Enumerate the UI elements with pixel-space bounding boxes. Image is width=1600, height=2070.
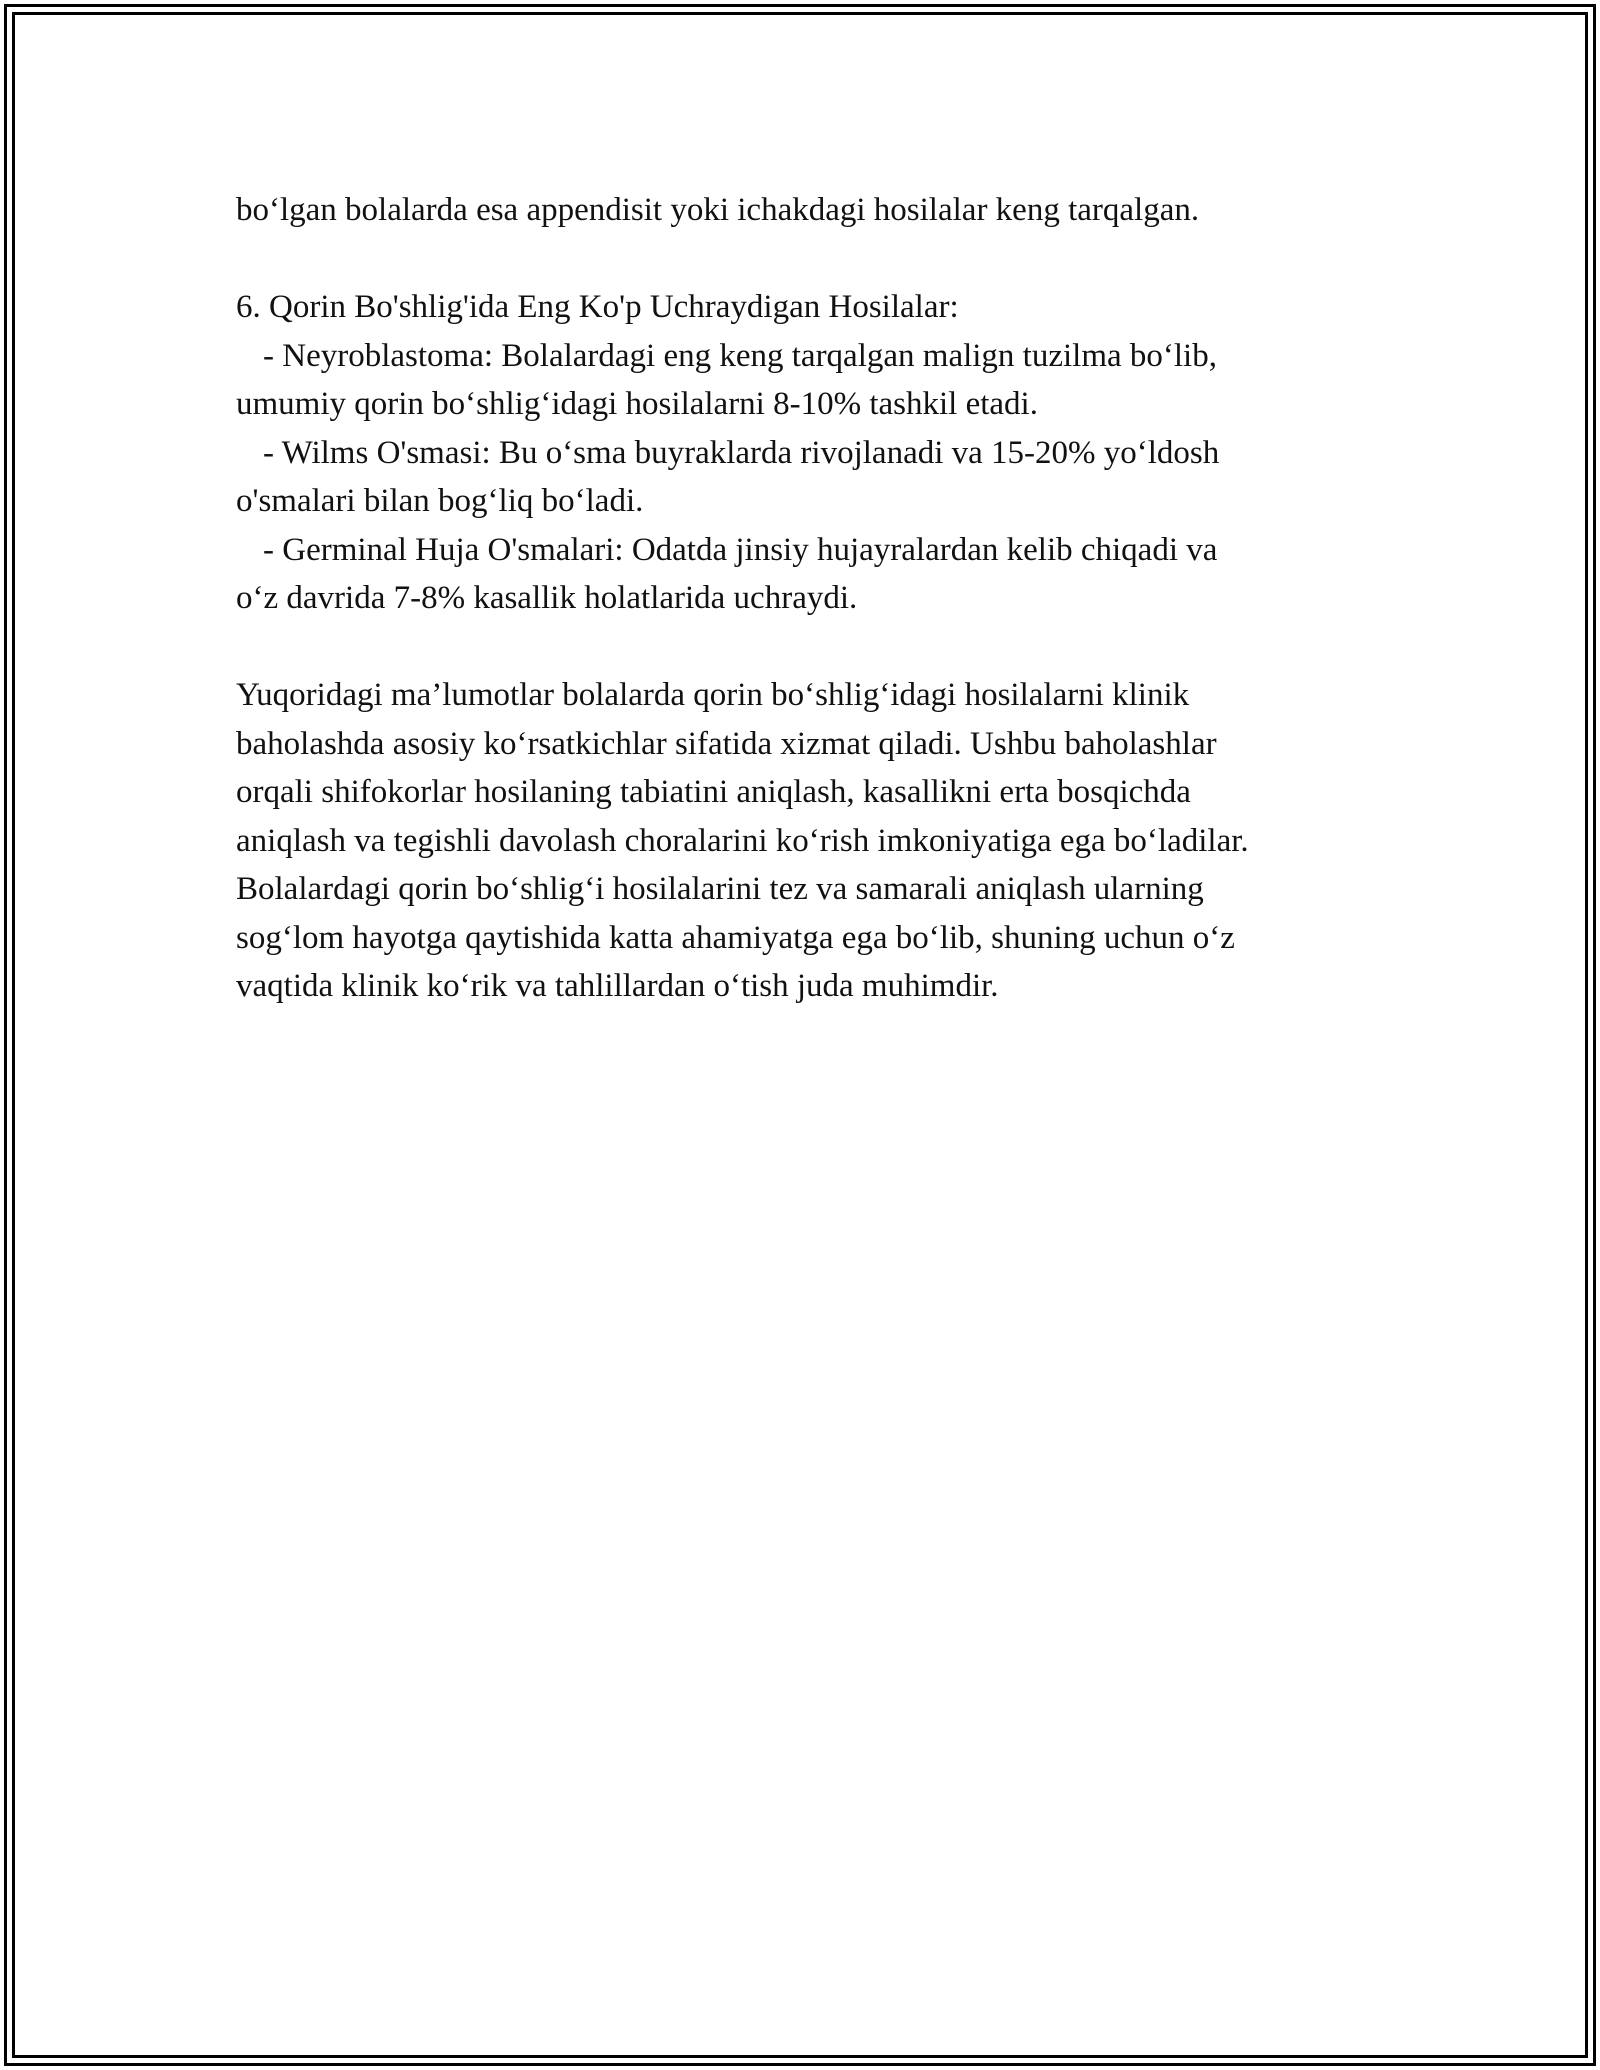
list-item [236,429,1386,526]
paragraph-spacer [236,235,1386,284]
text-line: sog‘lom hayotga qaytishida katta ahamiyatga ega bo‘lib, shuning uchun o‘z [236,919,1235,956]
list-item-line: - Neyroblastoma: Bolalardagi eng keng tarqalgan malign tuzilma bo‘lib, [263,337,1217,374]
list-item-line: o‘z davrida 7-8% kasallik holatlarida uchraydi. [236,580,858,616]
text-line: baholashda asosiy ko‘rsatkichlar sifatida xizmat qiladi. Ushbu baholashlar [236,725,1217,762]
text-line: Yuqoridagi ma’lumotlar bolalarda qorin bo‘shlig‘idagi hosilalarni klinik [236,677,1190,713]
list-item-line: umumiy qorin bo‘shlig‘idagi hosilalarni 8-10% tashkil etadi. [236,386,1038,422]
text-line: Bolalardagi qorin bo‘shlig‘i hosilalarini tez va samarali aniqlash ularning [236,871,1204,907]
list-item [236,332,1386,429]
text-line: bo‘lgan bolalarda esa appendisit yoki ichakdagi hosilalar keng tarqalgan. [236,192,1200,228]
list-item [236,526,1386,623]
list-item-line: - Germinal Huja O'smalari: Odatda jinsiy hujayralardan kelib chiqadi va [263,531,1218,568]
intro-paragraph [236,186,1386,235]
paragraph-spacer [236,623,1386,672]
section-heading: 6. Qorin Bo'shlig'ida Eng Ko'p Uchraydigan Hosilalar: [236,289,959,325]
list-item-line: o'smalari bilan bog‘liq bo‘ladi. [236,483,644,519]
section-list [236,283,1386,623]
text-line: aniqlash va tegishli davolash choralarini ko‘rish imkoniyatiga ega bo‘ladilar. [236,822,1249,859]
text-line: orqali shifokorlar hosilaning tabiatini aniqlash, kasallikni erta bosqichda [236,774,1191,810]
document-body [236,186,1386,1011]
text-line: vaqtida klinik ko‘rik va tahlillardan o‘tish juda muhimdir. [236,968,999,1004]
list-item-line: - Wilms O'smasi: Bu o‘sma buyraklarda rivojlanadi va 15-20% yo‘ldosh [263,434,1220,471]
conclusion-paragraph [236,671,1386,1011]
